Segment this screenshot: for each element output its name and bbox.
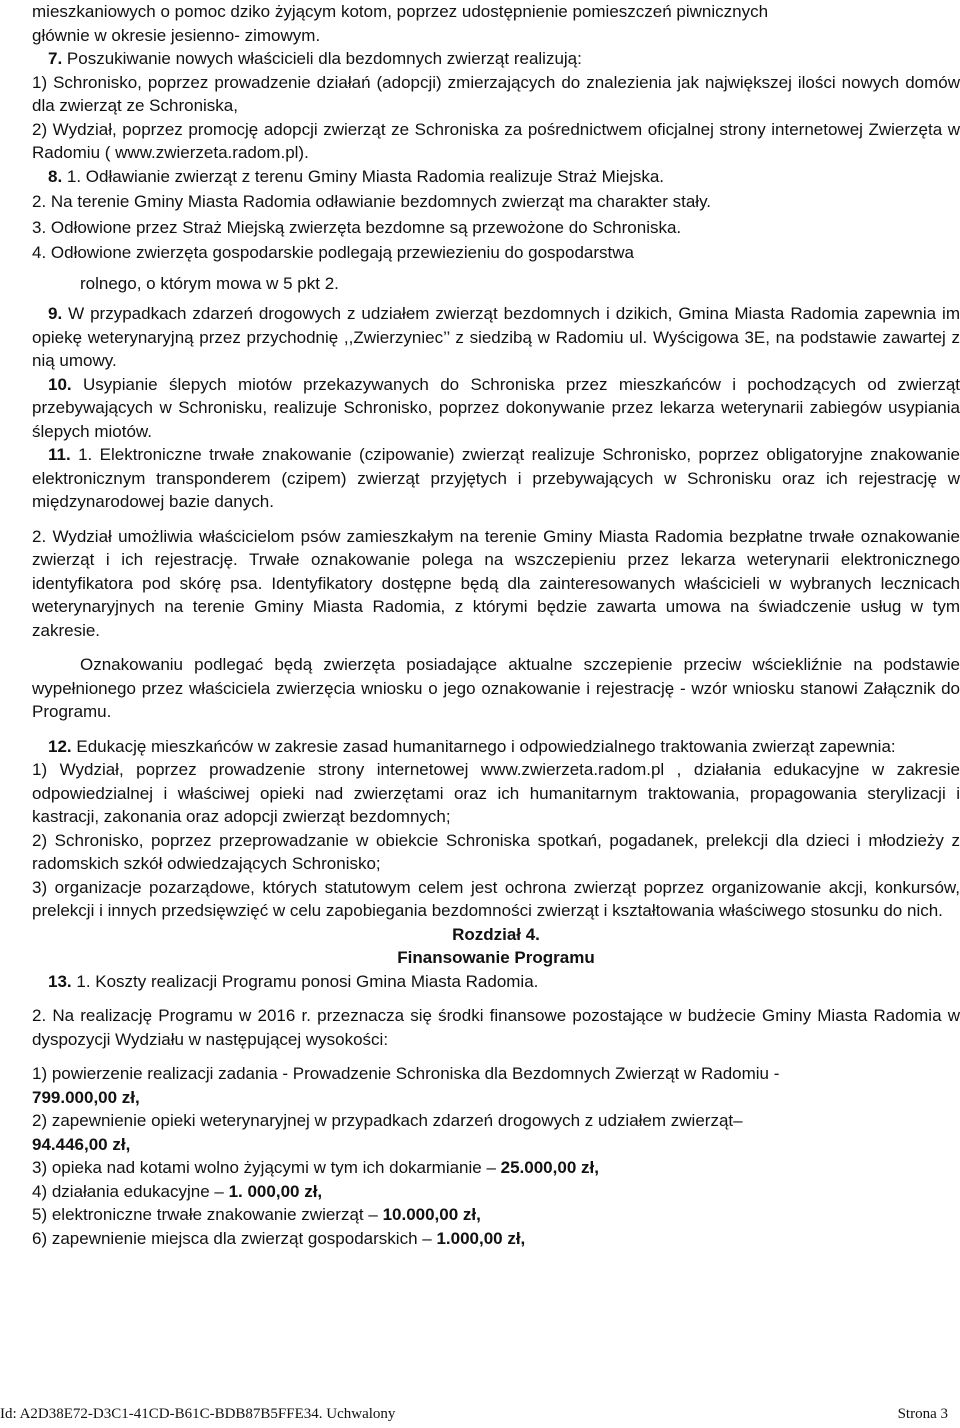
budget-item-2: 2) zapewnienie opieki weterynaryjnej w przypadkach zdarzeń drogowych z udziałem zwierząt– 94.446,00 zł,: [32, 1111, 743, 1154]
document-id: Id: A2D38E72-D3C1-41CD-B61C-BDB87B5FFE34. Uchwalony: [0, 1406, 396, 1422]
section-number: 7.: [48, 49, 63, 68]
section-number: 11.: [48, 445, 71, 464]
paragraph-continuation: mieszkaniowych o pomoc dziko żyjącym kotom, poprzez udostępnienie pomieszczeń piwnicznych głównie w okresie jesienno- zimowym.: [32, 2, 769, 45]
section-9: 9. W przypadkach zdarzeń drogowych z udziałem zwierząt bezdomnych i dzikich, Gmina Miasta Radomia zapewnia im opiekę weterynaryjną przez przychodnię ,,Zwierzyniec’’ z siedzibą w Radomiu ul. Wyścigowa 3E, na podstawie zawartej z nią umowy.: [32, 304, 960, 370]
document-page: [32, 0, 960, 1250]
section-11-item-2: 2. Wydział umożliwia właścicielom psów zamieszkałym na terenie Gminy Miasta Radomia bezpłatne trwałe oznakowanie zwierząt i ich rejestrację. Trwałe oznakowanie polega na wszczepieniu przez lekarza weterynarii elektronicznego identyfikatora pod skórę psa. Identyfikatory dostępne będą dla zainteresowanych właścicieli w wybranych lecznicach weterynaryjnych na terenie Gminy Miasta Radomia, z którymi będzie zawarta umowa na świadczenie usług w tym zakresie.: [32, 526, 960, 640]
section-number: 8.: [48, 166, 63, 186]
section-number: 12.: [48, 736, 72, 756]
section-7-item-1: 1) Schronisko, poprzez prowadzenie działań (adopcji) zmierzających do znalezienia jak największej ilości nowych domów dla zwierząt ze Schroniska,: [32, 72, 960, 115]
section-8-item-3: 3. Odłowione przez Straż Miejską zwierzęta bezdomne są przewożone do Schroniska.: [32, 217, 682, 237]
budget-item-6: 6) zapewnienie miejsca dla zwierząt gospodarskich – 1.000,00 zł,: [32, 1228, 526, 1248]
section-number: 10.: [48, 374, 72, 394]
section-11-item-3: Oznakowaniu podlegać będą zwierzęta posiadające aktualne szczepienie przeciw wściekliźnie na podstawie wypełnionego przez właściciela zwierzęcia wniosku o jego oznakowanie i rejestrację - wzór wniosku stanowi Załącznik do Programu.: [32, 655, 960, 721]
section-10: 10. Usypianie ślepych miotów przekazywanych do Schroniska przez mieszkańców i pochodzących od zwierząt przebywających w Schronisku, realizuje Schronisko, poprzez dokonywanie przez lekarza weterynarii zabiegów usypiania ślepych miotów.: [32, 374, 960, 441]
section-8-item-1: 8. 1. Odławianie zwierząt z terenu Gminy Miasta Radomia realizuje Straż Miejska.: [48, 166, 665, 186]
section-8-item-4-cont: rolnego, o którym mowa w 5 pkt 2.: [80, 273, 339, 293]
section-12-item-1: 1) Wydział, poprzez prowadzenie strony internetowej www.zwierzeta.radom.pl , działania edukacyjne w zakresie odpowiedzialnej i właściwej opieki nad zwierzętami oraz ich humanitarnym traktowania, propagowania sterylizacji i kastracji, zakonania oraz adopcji zwierząt bezdomnych;: [32, 760, 960, 826]
section-number: 13.: [48, 971, 72, 991]
section-8-item-2: 2. Na terenie Gminy Miasta Radomia odławianie bezdomnych zwierząt ma charakter stały.: [32, 192, 712, 211]
section-12-item-2: 2) Schronisko, poprzez przeprowadzanie w obiekcie Schroniska spotkań, pogadanek, prelekcji dla dzieci i młodzieży z radomskich szkół odwiedzających Schronisko;: [32, 830, 960, 873]
page-number: Strona 3: [897, 1406, 948, 1422]
section-12-heading: 12. Edukację mieszkańców w zakresie zasad humanitarnego i odpowiedzialnego traktowania zwierząt zapewnia:: [48, 736, 896, 756]
section-11-item-1: 11. 1. Elektroniczne trwałe znakowanie (czipowanie) zwierząt realizuje Schronisko, poprzez obligatoryjne znakowanie elektronicznym transponderem (czipem) zwierząt przyjętych i przebywających w Schronisku oraz ich rejestrację w międzynarodowej bazie danych.: [32, 445, 960, 511]
budget-item-4: 4) działania edukacyjne – 1. 000,00 zł,: [32, 1181, 323, 1201]
section-7-item-2: 2) Wydział, poprzez promocję adopcji zwierząt ze Schroniska za pośrednictwem oficjalnej strony internetowej Zwierzęta w Radomiu ( www.zwierzeta.radom.pl).: [32, 119, 960, 162]
section-number: 9.: [48, 304, 63, 323]
budget-item-3: 3) opieka nad kotami wolno żyjącymi w tym ich dokarmianie – 25.000,00 zł,: [32, 1158, 599, 1177]
section-12-item-3: 3) organizacje pozarządowe, których statutowym celem jest ochrona zwierząt poprzez organizowanie akcji, konkursów, prelekcji i innych przedsięwzięć w celu zapobiegania bezdomności zwierząt i kształtowania właściwego stosunku do nich.: [32, 877, 960, 920]
page-footer: [0, 1406, 960, 1428]
section-13-item-1: 13. 1. Koszty realizacji Programu ponosi Gmina Miasta Radomia.: [48, 971, 539, 991]
chapter-number: Rozdział 4.: [452, 924, 540, 944]
chapter-title: Finansowanie Programu: [397, 948, 595, 967]
budget-item-5: 5) elektroniczne trwałe znakowanie zwierząt – 10.000,00 zł,: [32, 1205, 481, 1224]
section-7-heading: 7. Poszukiwanie nowych właścicieli dla bezdomnych zwierząt realizują:: [48, 49, 582, 68]
budget-item-1: 1) powierzenie realizacji zadania - Prowadzenie Schroniska dla Bezdomnych Zwierząt w Radomiu - 799.000,00 zł,: [32, 1064, 780, 1107]
section-8-item-4: 4. Odłowione zwierzęta gospodarskie podlegają przewiezieniu do gospodarstwa: [32, 243, 634, 262]
section-13-item-2: 2. Na realizację Programu w 2016 r. przeznacza się środki finansowe pozostające w budżecie Gminy Miasta Radomia w dyspozycji Wydziału w następującej wysokości:: [32, 1006, 960, 1049]
